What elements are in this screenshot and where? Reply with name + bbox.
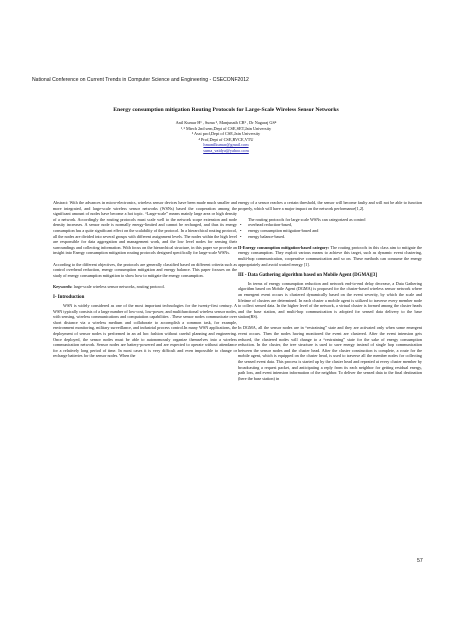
body-paragraph: energy of a sensor reaches a certain threshold, the sensor will become faulty and will not be able to function properly, which will have a major impact on the network performance[1,2].: [238, 200, 422, 211]
affiliation-3: ⁴ Prof,Dept of CSE,RVCE,VTU: [198, 136, 254, 142]
section-heading-dgma: III - Data Gathering algorithm based on Mobile Agent (DGMA)[3]: [238, 272, 377, 278]
author-block: [120, 120, 332, 154]
keywords-label: Keywords:: [53, 283, 73, 289]
list-item-text: energy balance-based.: [248, 233, 286, 239]
author-names: Anil Kumar H¹ , Suma ², Manjunath CR³ , Dr Nagaraj GS⁴: [175, 120, 277, 125]
abstract-paragraph: Abstract: With the advances in micro-electronics, wireless sensor devices have been made much smaller and more integrated, and large-scale wireless sensor networks (WSNs) based the cooperation among the significant amount of nodes have become a hot topic. “Large-scale” means mainly large area or high density of a network. Accordingly the routing protocols must scale well to the network scope extension and node density increases. A sensor node is normally energy-limited and cannot be recharged, and thus its energy consumption has a quite significant effect on the scalability of the protocol. In a hierarchical routing protocol, all the nodes are divided into several groups with different assignment levels. The nodes within the high level are responsible for data aggregation and management work, and the low level nodes for sensing their surroundings and collecting information. With focus on the hierarchical structure, in this paper we provide an insight into Energy consumption mitigation routing protocols designed specifically for large-scale WSNs.: [53, 200, 237, 256]
body-paragraph: The routing protocols for large scale WSNs can categorized as control: [248, 216, 366, 222]
list-item: • overhead reduction-based,: [240, 222, 293, 228]
section-heading-introduction: I- Introduction: [53, 295, 85, 301]
body-paragraph: In terms of energy consumption reduction and network end-to-end delay decrease, a Data Gathering algorithm based on Mobile Agent (DGMA) is proposed for the cluster-based wireless sensor network where an emergent event occurs is clustered dynamically based on the event severity, by which the scale and lifetime of clusters are determined. In each cluster a mobile agent is utilized to traverse every member node to collect sensed data. In the higher level of the network, a virtual cluster is formed among the cluster heads and the base station, and multi-hop communication is adopted for sensed data delivery to the base station(BS).: [238, 280, 422, 320]
email-link-1[interactable]: hmanilkumar@gmail.com: [203, 142, 249, 148]
section-2-text: The routing protocols in this class aim to mitigate the energy consumption. They exploit various means to achieve this target, such as dynamic event clustering, multi-hop communication, cooperative communication and so on. These methods can consume the energy appropriately and avoid wasted energy [1].: [238, 244, 422, 267]
affiliation-2: ³ Asst prof,Dept of CSE,Jain University: [191, 131, 261, 137]
paper-title: Energy consumption mitigation Routing Protocols for Large-Scale Wireless Sensor Networks: [113, 107, 339, 113]
right-column: [238, 200, 422, 387]
abstract-paragraph-2: According to the different objectives, the protocols are generally classified based on different criteria such as control overhead reduction, energy consumption mitigation and energy balance. This paper focuses on the study of energy consumption mitigation to show how to mitigate the energy consumption.: [53, 261, 237, 278]
introduction-paragraph: WSN is widely considered as one of the most important technologies for the twenty-first century. A WSN typically consists of a large number of low-cost, low-power, and multifunctional wireless sensor nodes, with sensing, wireless communications and computation capabilities . These sensor nodes communicate over short distance via a wireless medium and collaborate to accomplish a common task, for example, environment monitoring, military surveillance, and industrial process control.In many WSN applications, the deployment of sensor nodes is performed in an ad hoc fashion without careful planning and engineering. Once deployed, the sensor nodes must be able to autonomously organize themselves into a wireless communication network. Sensor nodes are battery-powered and are expected to operate without attendance for a relatively long period of time. In most cases it is very difficult and even impossible to change or recharge batteries for the sensor nodes. When the: [53, 303, 237, 359]
keywords-text: large-scale wireless sensor networks, routing protocol.: [72, 283, 165, 289]
list-item-text: overhead reduction-based,: [248, 222, 293, 228]
affiliation-1: ¹˒² Mtech 2nd sem,Dept of CSE,SET,Jain University: [180, 125, 272, 131]
section-2: [238, 245, 422, 267]
category-list: [238, 222, 422, 239]
email-link-2[interactable]: suma_vaidya@yahoo.com: [203, 147, 249, 153]
section-heading-energy: II-Energy consumption mitigation-based category:: [238, 244, 330, 250]
keywords: [53, 284, 237, 290]
list-item: • energy balance-based.: [240, 233, 286, 239]
left-column: [53, 200, 237, 365]
body-paragraph: In DGMA, all the sensor nodes are in “restraining” state and they are activated only when some emergent event occurs. Then the nodes having monitored the event are clustered. After the event intension gets reduced, the clustered nodes will change to a “restraining” state for the sake of energy consumption reduction. In the cluster, the tree structure is used to save energy instead of single hop communication between the sensor nodes and the cluster head. After the cluster construction is complete, a route for the mobile agent, which is equipped on the cluster head, is used to traverse all the member nodes for collecting the sensed event data. This process is started up by the cluster head and repeated at every cluster member by broadcasting a request packet, and anticipating a reply from its each neighbor for getting residual energy, path loss, and event intension information of the neighbor. To deliver the sensed data to the final destination (here the base station) in: [238, 325, 422, 381]
page-number: 57: [417, 558, 423, 564]
conference-header: National Conference on Current Trends in Computer Science and Engineering - CSECONF2012: [32, 77, 249, 83]
list-item-text: energy consumption mitigation-based and: [248, 227, 319, 233]
list-item: • energy consumption mitigation-based and: [240, 227, 319, 233]
